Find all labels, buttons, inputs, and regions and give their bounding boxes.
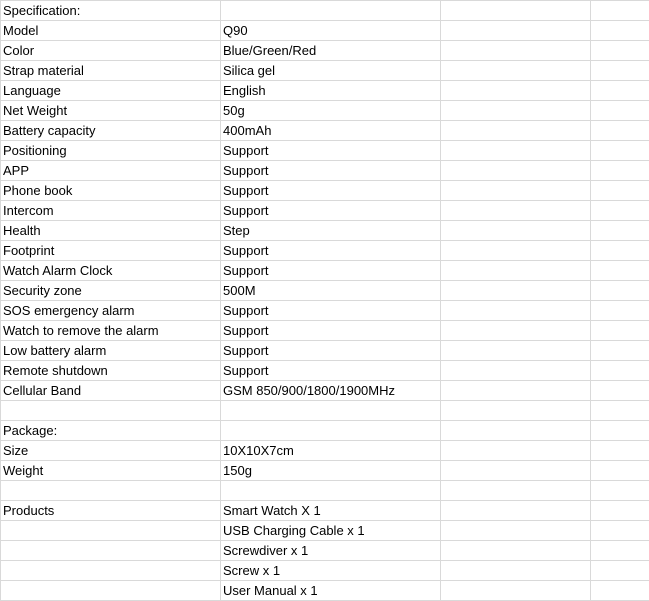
cell-b[interactable]: User Manual x 1 (221, 581, 441, 601)
table-row (1, 161, 649, 181)
cell-a[interactable]: Security zone (1, 281, 221, 301)
table-row (1, 301, 649, 321)
table-row (1, 141, 649, 161)
cell-c[interactable] (441, 361, 591, 381)
cell-a[interactable]: SOS emergency alarm (1, 301, 221, 321)
cell-c[interactable] (441, 221, 591, 241)
cell-b[interactable]: 400mAh (221, 121, 441, 141)
table-row (1, 401, 649, 421)
cell-a[interactable]: Watch Alarm Clock (1, 261, 221, 281)
cell-c[interactable] (441, 41, 591, 61)
cell-d[interactable] (591, 441, 649, 461)
cell-d[interactable] (591, 101, 649, 121)
cell-a[interactable]: Package: (1, 421, 221, 441)
cell-c[interactable] (441, 101, 591, 121)
sheet-body (1, 1, 649, 601)
cell-b[interactable]: Screwdiver x 1 (221, 541, 441, 561)
cell-a[interactable] (1, 401, 221, 421)
cell-b[interactable] (221, 1, 441, 21)
table-row (1, 481, 649, 501)
cell-c[interactable] (441, 401, 591, 421)
cell-b[interactable]: GSM 850/900/1800/1900MHz (221, 381, 441, 401)
cell-d[interactable] (591, 481, 649, 501)
cell-b[interactable]: 10X10X7cm (221, 441, 441, 461)
cell-c[interactable] (441, 321, 591, 341)
table-row (1, 321, 649, 341)
table-row (1, 461, 649, 481)
table-row (1, 41, 649, 61)
cell-c[interactable] (441, 301, 591, 321)
cell-a[interactable]: Watch to remove the alarm (1, 321, 221, 341)
cell-b[interactable]: 150g (221, 461, 441, 481)
table-row (1, 381, 649, 401)
table-row (1, 181, 649, 201)
cell-b[interactable]: English (221, 81, 441, 101)
cell-d[interactable] (591, 21, 649, 41)
cell-d[interactable] (591, 261, 649, 281)
cell-a[interactable]: Footprint (1, 241, 221, 261)
cell-a[interactable]: Language (1, 81, 221, 101)
cell-b[interactable]: Support (221, 161, 441, 181)
cell-b[interactable]: Support (221, 321, 441, 341)
cell-d[interactable] (591, 401, 649, 421)
table-row (1, 501, 649, 521)
cell-a[interactable]: Phone book (1, 181, 221, 201)
cell-c[interactable] (441, 381, 591, 401)
cell-d[interactable] (591, 141, 649, 161)
cell-a[interactable]: Net Weight (1, 101, 221, 121)
table-row (1, 201, 649, 221)
cell-a[interactable] (1, 581, 221, 601)
cell-a[interactable]: Products (1, 501, 221, 521)
cell-d[interactable] (591, 121, 649, 141)
cell-c[interactable] (441, 81, 591, 101)
cell-d[interactable] (591, 361, 649, 381)
cell-d[interactable] (591, 301, 649, 321)
cell-d[interactable] (591, 341, 649, 361)
cell-b[interactable]: Support (221, 201, 441, 221)
table-row (1, 61, 649, 81)
cell-c[interactable] (441, 1, 591, 21)
cell-a[interactable] (1, 521, 221, 541)
cell-c[interactable] (441, 341, 591, 361)
table-row (1, 341, 649, 361)
cell-d[interactable] (591, 221, 649, 241)
cell-c[interactable] (441, 461, 591, 481)
cell-c[interactable] (441, 481, 591, 501)
cell-d[interactable] (591, 521, 649, 541)
cell-d[interactable] (591, 161, 649, 181)
cell-d[interactable] (591, 1, 649, 21)
cell-a[interactable]: Battery capacity (1, 121, 221, 141)
cell-d[interactable] (591, 501, 649, 521)
table-row (1, 421, 649, 441)
cell-b[interactable] (221, 401, 441, 421)
cell-a[interactable] (1, 481, 221, 501)
table-row (1, 581, 649, 601)
table-row (1, 221, 649, 241)
cell-b[interactable]: 500M (221, 281, 441, 301)
cell-c[interactable] (441, 421, 591, 441)
cell-b[interactable]: Silica gel (221, 61, 441, 81)
cell-b[interactable]: Support (221, 341, 441, 361)
cell-d[interactable] (591, 181, 649, 201)
cell-a[interactable]: Low battery alarm (1, 341, 221, 361)
cell-a[interactable]: Positioning (1, 141, 221, 161)
table-row (1, 441, 649, 461)
cell-c[interactable] (441, 541, 591, 561)
cell-a[interactable] (1, 541, 221, 561)
cell-c[interactable] (441, 181, 591, 201)
cell-d[interactable] (591, 381, 649, 401)
cell-b[interactable]: Support (221, 181, 441, 201)
table-row (1, 21, 649, 41)
cell-c[interactable] (441, 241, 591, 261)
cell-c[interactable] (441, 501, 591, 521)
cell-d[interactable] (591, 421, 649, 441)
cell-c[interactable] (441, 61, 591, 81)
cell-c[interactable] (441, 581, 591, 601)
cell-d[interactable] (591, 541, 649, 561)
cell-c[interactable] (441, 141, 591, 161)
table-row (1, 281, 649, 301)
cell-d[interactable] (591, 61, 649, 81)
cell-b[interactable]: Support (221, 301, 441, 321)
cell-a[interactable]: Health (1, 221, 221, 241)
cell-b[interactable]: Support (221, 361, 441, 381)
cell-d[interactable] (591, 321, 649, 341)
cell-b[interactable]: Blue/Green/Red (221, 41, 441, 61)
cell-b[interactable]: USB Charging Cable x 1 (221, 521, 441, 541)
cell-d[interactable] (591, 281, 649, 301)
cell-d[interactable] (591, 41, 649, 61)
cell-a[interactable]: Color (1, 41, 221, 61)
table-row (1, 541, 649, 561)
cell-c[interactable] (441, 201, 591, 221)
cell-a[interactable]: Strap material (1, 61, 221, 81)
cell-b[interactable]: Support (221, 141, 441, 161)
cell-c[interactable] (441, 121, 591, 141)
cell-c[interactable] (441, 161, 591, 181)
cell-b[interactable]: Q90 (221, 21, 441, 41)
cell-d[interactable] (591, 461, 649, 481)
cell-b[interactable]: Support (221, 241, 441, 261)
cell-a[interactable]: Intercom (1, 201, 221, 221)
table-row (1, 521, 649, 541)
cell-c[interactable] (441, 281, 591, 301)
table-row (1, 1, 649, 21)
cell-a[interactable]: Model (1, 21, 221, 41)
cell-d[interactable] (591, 581, 649, 601)
cell-c[interactable] (441, 21, 591, 41)
cell-b[interactable]: Screw x 1 (221, 561, 441, 581)
cell-d[interactable] (591, 241, 649, 261)
cell-c[interactable] (441, 441, 591, 461)
table-row (1, 261, 649, 281)
cell-a[interactable]: Cellular Band (1, 381, 221, 401)
cell-b[interactable]: Smart Watch X 1 (221, 501, 441, 521)
table-row (1, 361, 649, 381)
table-row (1, 121, 649, 141)
cell-c[interactable] (441, 261, 591, 281)
cell-d[interactable] (591, 201, 649, 221)
table-row (1, 241, 649, 261)
cell-b[interactable]: 50g (221, 101, 441, 121)
cell-d[interactable] (591, 81, 649, 101)
cell-b[interactable] (221, 481, 441, 501)
cell-a[interactable]: Weight (1, 461, 221, 481)
cell-c[interactable] (441, 521, 591, 541)
cell-b[interactable]: Support (221, 261, 441, 281)
cell-b[interactable]: Step (221, 221, 441, 241)
cell-a[interactable]: Size (1, 441, 221, 461)
cell-a[interactable]: Specification: (1, 1, 221, 21)
cell-a[interactable]: APP (1, 161, 221, 181)
table-row (1, 81, 649, 101)
cell-b[interactable] (221, 421, 441, 441)
cell-a[interactable]: Remote shutdown (1, 361, 221, 381)
table-row (1, 101, 649, 121)
